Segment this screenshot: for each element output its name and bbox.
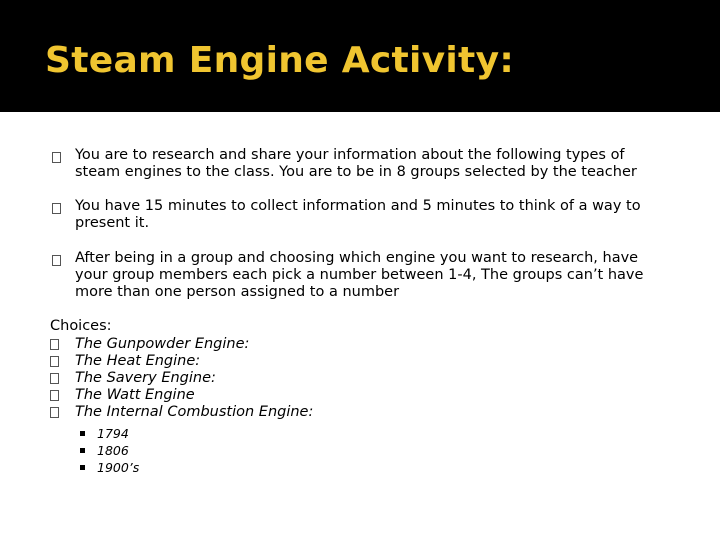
bullet-3-line-1: After being in a group and choosing which engine you want to research, have	[75, 250, 639, 266]
sub-item-label: 1806	[97, 443, 129, 458]
sub-item-label: 1794	[97, 426, 129, 441]
bullet-2-line-2: present it.	[75, 215, 150, 231]
choice-label: The Gunpowder Engine:	[75, 336, 250, 352]
choice-item	[50, 353, 200, 370]
choice-item	[50, 370, 216, 387]
bullet-box-icon	[50, 390, 59, 401]
bullet-box-icon	[50, 407, 59, 418]
choice-item	[50, 387, 195, 404]
square-bullet-icon	[80, 431, 85, 436]
bullet-3-line-2: your group members each pick a number between 1-4, The groups can’t have	[75, 267, 644, 283]
bullet-box-icon	[50, 339, 59, 350]
sub-list-item	[80, 426, 129, 442]
square-bullet-icon	[80, 448, 85, 453]
choices-label: Choices:	[50, 318, 112, 334]
bullet-paragraph-2	[75, 198, 675, 232]
bullet-box-icon	[52, 151, 64, 163]
choice-item	[50, 404, 313, 421]
bullet-paragraph-3	[75, 250, 675, 301]
bullet-box-icon	[52, 254, 64, 266]
bullet-1-line-2: steam engines to the class. You are to be in 8 groups selected by the teacher	[75, 164, 637, 180]
bullet-3-line-3: more than one person assigned to a number	[75, 284, 400, 300]
bullet-2-line-1: You have 15 minutes to collect information and 5 minutes to think of a way to	[75, 198, 641, 214]
square-bullet-icon	[80, 465, 85, 470]
choice-item	[50, 336, 249, 353]
sub-item-label: 1900’s	[97, 460, 140, 475]
choice-label: The Heat Engine:	[75, 353, 201, 369]
choice-label: The Internal Combustion Engine:	[75, 404, 314, 420]
bullet-box-icon	[50, 356, 59, 367]
bullet-1-line-1: You are to research and share your information about the following types of	[75, 147, 625, 163]
slide-title: Steam Engine Activity:	[45, 40, 515, 81]
bullet-box-icon	[50, 373, 59, 384]
sub-list-item	[80, 460, 139, 476]
bullet-paragraph-1	[75, 147, 675, 181]
sub-list-item	[80, 443, 129, 459]
choice-label: The Watt Engine	[75, 387, 195, 403]
choice-label: The Savery Engine:	[75, 370, 216, 386]
bullet-box-icon	[52, 202, 64, 214]
